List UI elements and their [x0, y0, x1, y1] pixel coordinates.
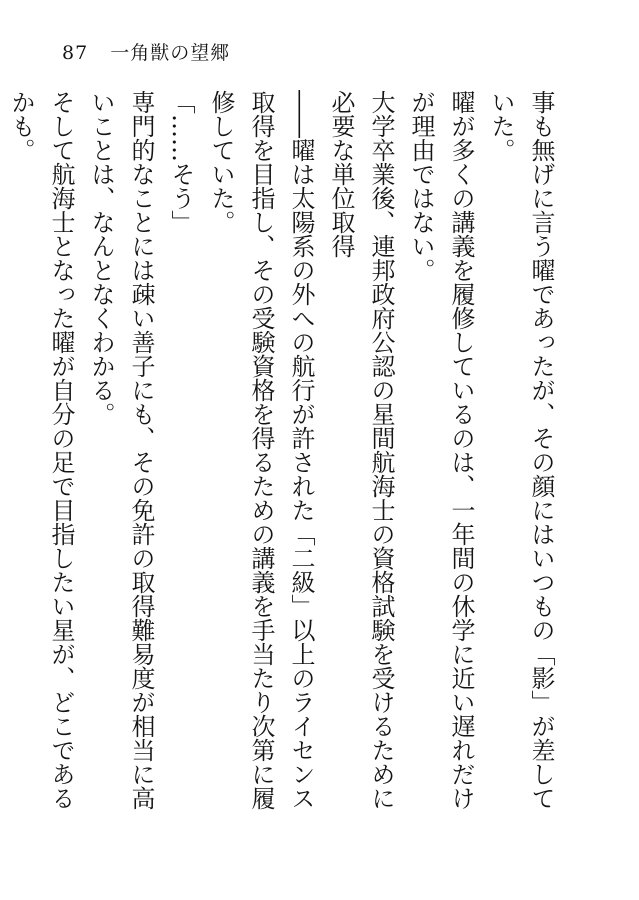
running-header [62, 38, 230, 65]
paragraph: ――曜は太陽系の外への航行が許された「二級」以上のライセンス取得を目指し、その受験資格を得るための講義を手当たり次第に履修していた。 [207, 90, 315, 810]
paragraph: 事も無げに言う曜であったが、その顔にはいつもの「影」が差していた。 [487, 90, 555, 810]
dialogue-line: 「……そう」 [167, 90, 195, 234]
paragraph: 専門的なことには疎い善子にも、その免許の取得難易度が相当に高いことは、なんとなくわかる。 [87, 90, 155, 810]
page-number: 87 [62, 42, 89, 64]
chapter-title: 一角獣の望郷 [110, 42, 231, 64]
paragraph: そして航海士となった曜が自分の足で目指したい星が、どこであるかも。 [7, 90, 75, 810]
paragraph: 曜が多くの講義を履修しているのは、一年間の休学に近い遅れだけが理由ではない。 [407, 90, 475, 810]
novel-body-text [0, 90, 561, 810]
paragraph: 大学卒業後、連邦政府公認の星間航海士の資格試験を受けるために必要な単位取得 [327, 90, 395, 810]
dialogue-line [0, 90, 1, 810]
